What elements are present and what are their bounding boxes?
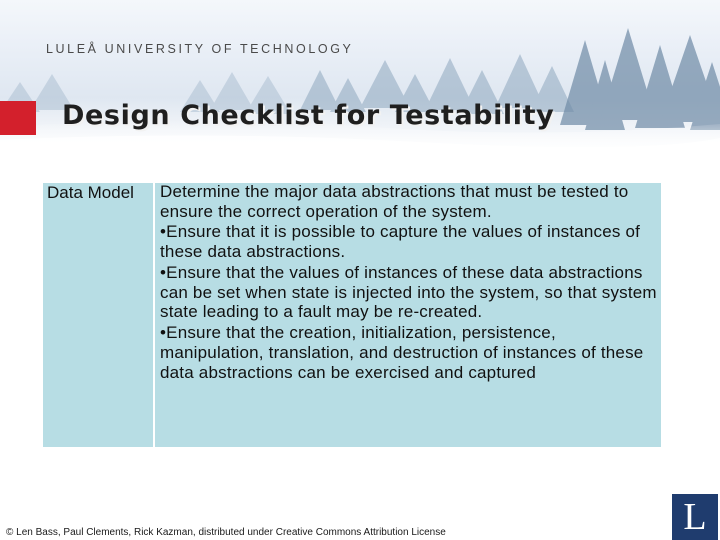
checklist-bullet: •Ensure that the creation, initialization, persistence, manipulation, translation, and destruction of instances of these data abstractions can be exercised and captured	[160, 322, 644, 382]
checklist-bullet: •Ensure that the values of instances of these data abstractions can be set when state is injected into the system, so that system state leading to a fault may be re-created.	[160, 262, 657, 322]
copyright-footer: © Len Bass, Paul Clements, Rick Kazman, distributed under Creative Commons Attribution License	[6, 527, 446, 538]
category-cell	[43, 183, 155, 447]
description-intro: Determine the major data abstractions that must be tested to ensure the correct operation of the system.	[160, 182, 629, 221]
winter-forest-background	[0, 0, 720, 158]
university-name: LULEÅ UNIVERSITY OF TECHNOLOGY	[46, 42, 354, 56]
checklist-table	[43, 183, 661, 447]
description-text	[160, 182, 660, 383]
checklist-bullet: •Ensure that it is possible to capture the values of instances of these data abstractions.	[160, 222, 641, 262]
slide-title: Design Checklist for Testability	[62, 100, 555, 131]
accent-square	[0, 101, 36, 135]
description-cell	[157, 183, 661, 447]
university-logo-icon	[672, 494, 718, 540]
category-label: Data Model	[47, 183, 134, 202]
logo-letter: L	[683, 496, 707, 538]
header-banner	[0, 0, 720, 158]
